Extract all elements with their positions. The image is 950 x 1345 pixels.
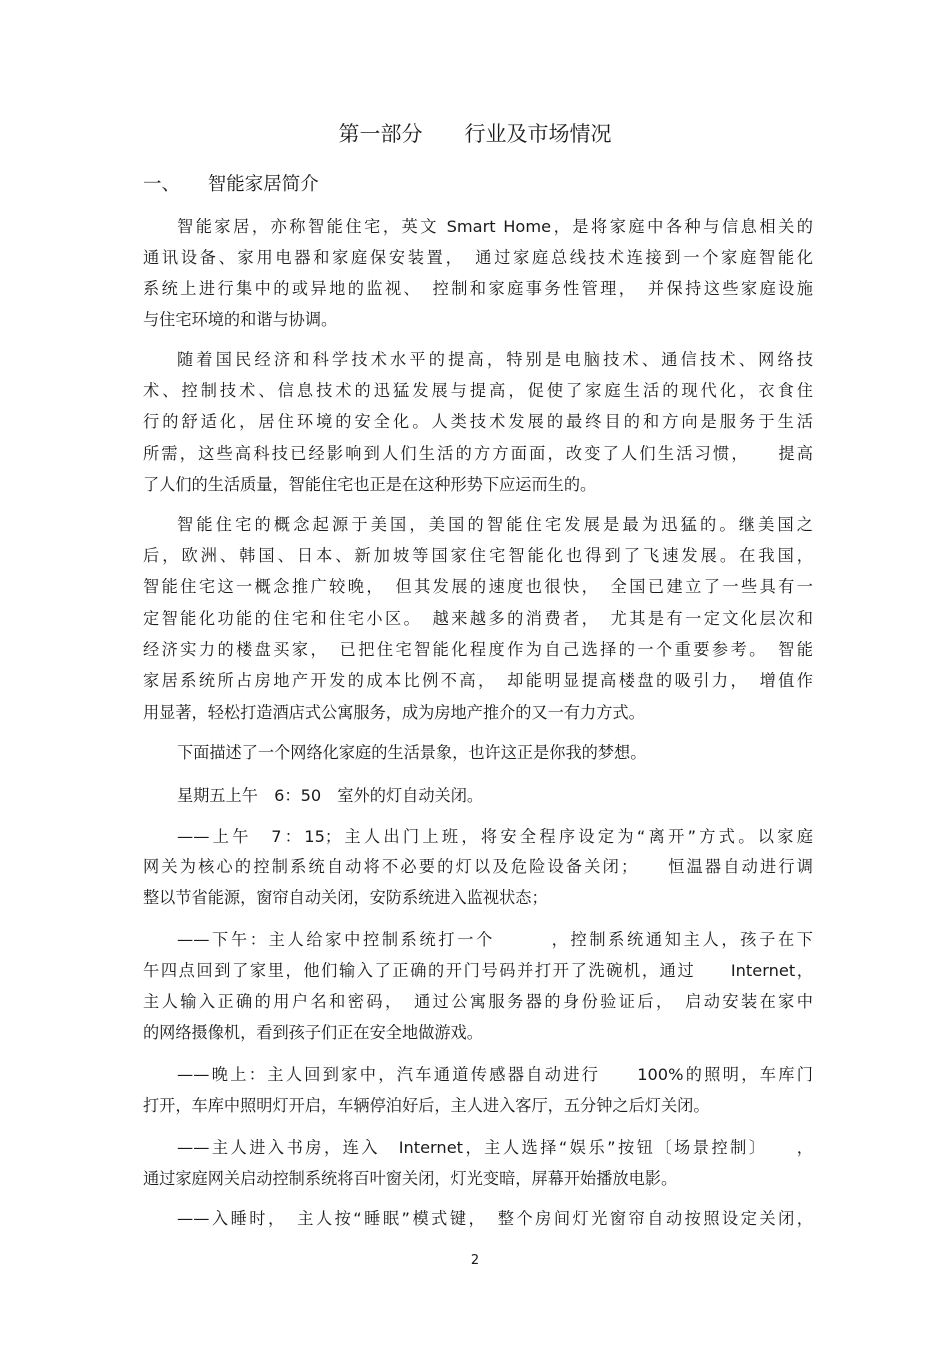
paragraph-line: 经济实力的楼盘买家， 已把住宅智能化程度作为自己选择的一个重要参考。 智能 [143,640,813,659]
paragraph-line: 行的舒适化，居住环境的安全化。人类技术发展的最终目的和方向是服务于生活 [143,412,813,431]
paragraph-line: 的网络摄像机，看到孩子们正在安全地做游戏。 [143,1023,483,1042]
paragraph-line: 智能家居，亦称智能住宅，英文 Smart Home，是将家庭中各种与信息相关的 [177,217,813,236]
paragraph-line: 通过家庭网关启动控制系统将百叶窗关闭，灯光变暗，屏幕开始播放电影。 [143,1169,678,1188]
paragraph-line: 智能住宅这一概念推广较晚， 但其发展的速度也很快， 全国已建立了一些具有一 [143,577,813,596]
paragraph-line: 随着国民经济和科学技术水平的提高，特别是电脑技术、通信技术、网络技 [177,350,813,369]
paragraph-line: 午四点回到了家里，他们输入了正确的开门号码并打开了洗碗机，通过 Internet， [143,961,813,980]
paragraph-line: 系统上进行集中的或异地的监视、 控制和家庭事务性管理， 并保持这些家庭设施 [143,279,813,298]
section-heading: 一、 智能家居简介 [143,174,319,195]
paragraph-line: 主人输入正确的用户名和密码， 通过公寓服务器的身份验证后， 启动安装在家中 [143,992,813,1011]
paragraph-line: 通讯设备、家用电器和家庭保安装置， 通过家庭总线技术连接到一个家庭智能化 [143,248,813,267]
paragraph-line: 所需，这些高科技已经影响到人们生活的方方面面，改变了人们生活习惯， 提高 [143,444,813,463]
paragraph-line: ——主人进入书房，连入 Internet，主人选择“娱乐”按钮〔场景控制〕 ， [177,1138,813,1157]
paragraph-line: 后，欧洲、韩国、日本、新加坡等国家住宅智能化也得到了飞速发展。在我国， [143,546,813,565]
paragraph-line: 用显著，轻松打造酒店式公寓服务，成为房地产推介的又一有力方式。 [143,703,645,722]
paragraph-line: 整以节省能源，窗帘自动关闭，安防系统进入监视状态； [143,888,548,907]
paragraph-line: 与住宅环境的和谐与协调。 [143,310,338,329]
paragraph-line: ——上午 7：15；主人出门上班，将安全程序设定为“离开”方式。以家庭 [177,827,813,846]
paragraph-line: 智能住宅的概念起源于美国，美国的智能住宅发展是最为迅猛的。继美国之 [177,515,813,534]
paragraph-line: ——入睡时， 主人按“睡眠”模式键， 整个房间灯光窗帘自动按照设定关闭， [177,1209,813,1228]
page-number: 2 [470,1253,480,1268]
paragraph-line: 家居系统所占房地产开发的成本比例不高， 却能明显提高楼盘的吸引力， 增值作 [143,671,813,690]
paragraph-line: 了人们的生活质量，智能住宅也正是在这种形势下应运而生的。 [143,475,597,494]
paragraph-line: 打开，车库中照明灯开启，车辆停泊好后，主人进入客厅，五分钟之后灯关闭。 [143,1096,710,1115]
paragraph-line: ——下午：主人给家中控制系统打一个 ，控制系统通知主人，孩子在下 [177,930,813,949]
paragraph-line: 下面描述了一个网络化家庭的生活景象，也许这正是你我的梦想。 [177,743,647,762]
paragraph-line: 定智能化功能的住宅和住宅小区。 越来越多的消费者， 尤其是有一定文化层次和 [143,609,813,628]
paragraph-line: 星期五上午 6：50 室外的灯自动关闭。 [177,786,484,805]
page-title: 第一部分 行业及市场情况 [338,122,612,146]
paragraph-line: 术、控制技术、信息技术的迅猛发展与提高，促使了家庭生活的现代化，衣食住 [143,381,813,400]
paragraph-line: ——晚上：主人回到家中，汽车通道传感器自动进行 100%的照明，车库门 [177,1065,813,1084]
paragraph-line: 网关为核心的控制系统自动将不必要的灯以及危险设备关闭； 恒温器自动进行调 [143,857,813,876]
